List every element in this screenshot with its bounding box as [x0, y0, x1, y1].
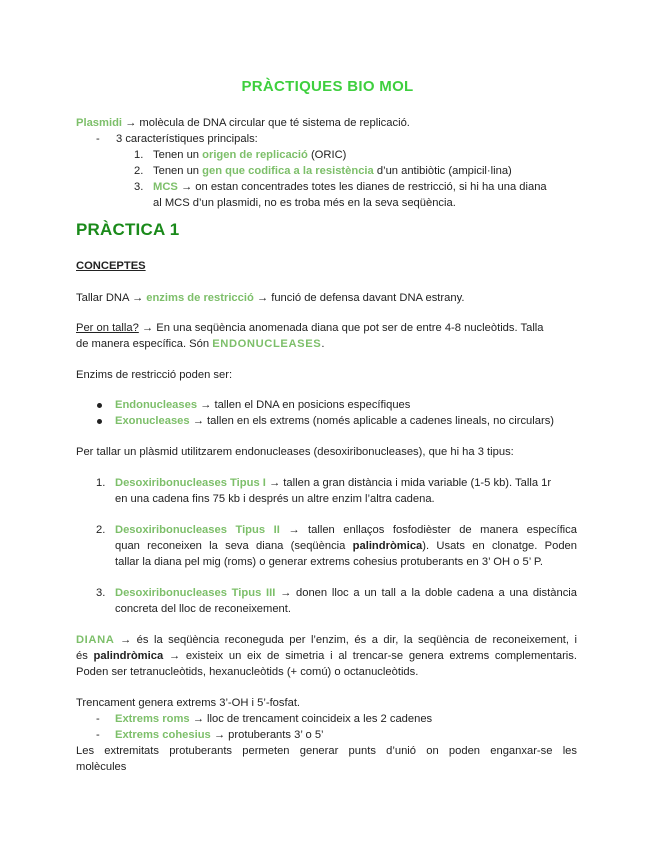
plasmid-item-post: d’un antibiòtic (ampicil·lina): [373, 165, 512, 177]
tipus-text: → donen lloc a un tall a la doble cadena a una distància: [275, 587, 577, 599]
enzim-type-text: → tallen en els extrems (només aplicable a cadenes lineals, no circulars): [189, 415, 555, 427]
tallar-highlight: enzims de restricció: [146, 292, 254, 304]
plasmid-item-highlight: gen que codifica a la resistència: [202, 165, 374, 177]
trencament-text: → lloc de trencament coincideix a les 2 cadenes: [189, 713, 433, 725]
plasmid-sub-dash: -: [96, 133, 100, 145]
plasmid-term: Plasmidi: [76, 117, 123, 129]
per-on-text: → En una seqüència anomenada diana que pot ser de entre 4-8 nucleòtids. Talla: [138, 322, 544, 334]
tipus-line: [115, 585, 577, 601]
enzim-type-text: → tallen el DNA en posicions específiques: [197, 399, 411, 411]
trencament-dash: -: [96, 713, 100, 725]
tipus-num: 2.: [96, 524, 106, 536]
plasmid-sub-label: 3 característiques principals:: [116, 133, 258, 145]
tipus-line: tallar la diana pel mig (roms) o generar extrems cohesius protuberants en 3’ OH o 5’ P.: [115, 556, 544, 568]
diana-line: Poden ser tetranucleòtids, hexanucleòtids (+ comú) o octanucleòtids.: [76, 666, 419, 678]
diana-bold: palindròmica: [93, 650, 164, 662]
trencament-closing: Les extremitats protuberants permeten generar punts d’unió on poden enganxar-se les: [76, 745, 577, 757]
plasmid-item-highlight: MCS: [153, 181, 178, 193]
tipus-line: [115, 475, 551, 491]
page-title: PRÀCTIQUES BIO MOL: [241, 78, 414, 95]
plasmid-definition: [76, 115, 410, 131]
trencament-dash: -: [96, 729, 100, 741]
diana-text: és: [76, 650, 94, 662]
per-on-line1: [76, 320, 544, 336]
tipus-num: 3.: [96, 587, 106, 599]
trencament-item: [115, 727, 324, 743]
trencament-text: → protuberants 3’ o 5’: [210, 729, 324, 741]
diana-highlight: DIANA: [76, 634, 115, 646]
enzim-type-item: [115, 413, 554, 429]
plasmid-item-num: 1.: [134, 149, 144, 161]
enzims-intro: Enzims de restricció poden ser:: [76, 369, 233, 381]
tipus-highlight: Desoxiribonucleases Tipus I: [115, 477, 266, 489]
plasmid-item-post: (ORIC): [307, 149, 347, 161]
tallar-pre: Tallar DNA →: [76, 292, 147, 304]
diana-line: [76, 648, 577, 664]
plasmid-item-pre: Tenen un: [153, 165, 203, 177]
subsection-heading: CONCEPTES: [76, 260, 146, 272]
diana-text: → existeix un eix de simetria i al trencar-se genera extrems complementaris.: [163, 650, 577, 662]
bullet-icon: [97, 403, 102, 408]
enzim-type-highlight: Endonucleases: [115, 399, 198, 411]
tipus-bold: palindròmica: [352, 540, 423, 552]
per-tallar-paragraph: Per tallar un plàsmid utilitzarem endonucleases (desoxiribonucleases), que hi ha 3 tipus:: [76, 446, 514, 458]
plasmid-def: molècula de DNA circular que té sistema de replicació.: [139, 117, 410, 129]
section-heading: PRÀCTICA 1: [76, 220, 180, 239]
tipus-line: [115, 538, 577, 554]
plasmid-arrow: →: [122, 117, 140, 129]
trencament-closing: molècules: [76, 761, 127, 773]
plasmid-item-post: → on estan concentrades totes les dianes de restricció, si hi ha una diana: [177, 181, 547, 193]
tipus-highlight: Desoxiribonucleases Tipus III: [115, 587, 276, 599]
per-on-line2-post: .: [321, 338, 325, 350]
plasmid-item-pre: Tenen un: [153, 149, 203, 161]
plasmid-item-continuation: al MCS d’un plasmidi, no es troba més en la seva seqüència.: [153, 197, 456, 209]
tipus-text: ). Usats en clonatge. Poden: [422, 540, 577, 552]
tipus-line: en una cadena fins 75 kb i després un altre enzim l’altra cadena.: [115, 493, 435, 505]
per-on-line2: [76, 336, 324, 352]
tipus-text: → tallen a gran distància i mida variable (1-5 kb). Talla 1r: [265, 477, 552, 489]
diana-text: → és la seqüència reconeguda per l’enzim, és a dir, la seqüència de reconeixement, i: [114, 634, 577, 646]
enzim-type-item: [115, 397, 410, 413]
trencament-item: [115, 711, 432, 727]
plasmid-item: [153, 179, 547, 195]
diana-line: [76, 632, 577, 648]
tipus-text: → tallen enllaços fosfodièster de manera específica: [279, 524, 577, 536]
enzim-type-highlight: Exonucleases: [115, 415, 190, 427]
tipus-highlight: Desoxiribonucleases Tipus II: [115, 524, 280, 536]
tipus-num: 1.: [96, 477, 106, 489]
per-on-question: Per on talla?: [76, 322, 139, 334]
plasmid-item: [153, 163, 512, 179]
bullet-icon: [97, 419, 102, 424]
trencament-highlight: Extrems cohesius: [115, 729, 211, 741]
trencament-intro: Trencament genera extrems 3’-OH i 5’-fosfat.: [76, 697, 301, 709]
per-on-line2-pre: de manera específica. Són: [76, 338, 213, 350]
plasmid-item-num: 3.: [134, 181, 144, 193]
trencament-highlight: Extrems roms: [115, 713, 190, 725]
tallar-paragraph: [76, 290, 464, 306]
tallar-post: → funció de defensa davant DNA estrany.: [253, 292, 465, 304]
tipus-line: concreta del lloc de reconeixement.: [115, 603, 291, 615]
tipus-line: [115, 522, 577, 538]
per-on-highlight: ENDONUCLEASES: [212, 338, 322, 350]
tipus-text: quan reconeixen la seva diana (seqüència: [115, 540, 353, 552]
plasmid-item-num: 2.: [134, 165, 144, 177]
plasmid-item-highlight: origen de replicació: [202, 149, 308, 161]
plasmid-item: [153, 147, 346, 163]
